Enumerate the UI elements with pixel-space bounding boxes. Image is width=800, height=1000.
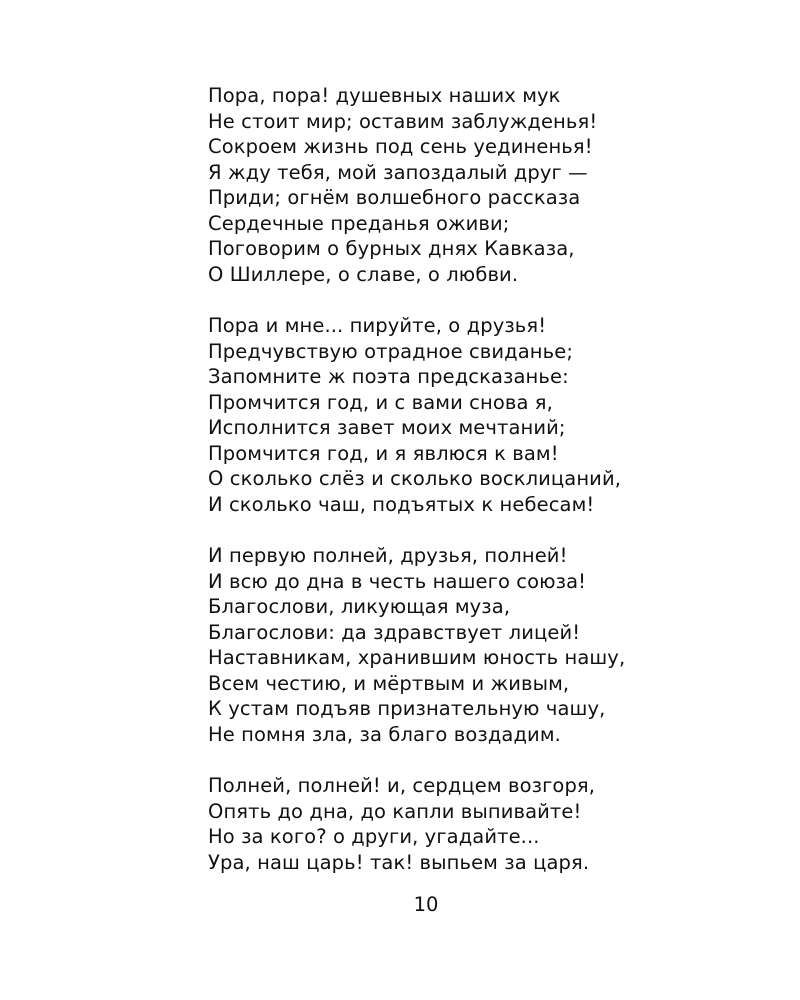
stanza-1 [208,83,768,287]
poem-line: Поговорим о бурных днях Кавказа, [208,237,575,260]
poem-line: И всю до дна в честь нашего союза! [208,569,587,593]
poem-line: Исполнится завет моих мечтаний; [208,416,566,439]
poem-line: И сколько чаш, подъятых к небесам! [208,492,595,516]
stanza-3 [208,543,768,747]
poem-line: Промчится год, и я явлюся к вам! [208,441,559,465]
page-number: 10 [413,893,439,916]
poem-line: Сердечные преданья оживи; [208,211,510,235]
poem-line: К устам подъяв признательную чашу, [208,697,606,720]
poem-line: Благослови: да здравствует лицей! [208,620,581,644]
stanza-4 [208,773,768,875]
poem-line: Ура, наш царь! так! выпьем за царя. [208,850,590,874]
poem-line: Предчувствую отрадное свиданье; [208,339,574,363]
poem-line: Приди; огнём волшебного рассказа [208,186,581,209]
poem-line: Всем честию, и мёртвым и живым, [208,671,570,695]
poem-line: Благослови, ликующая муза, [208,595,511,618]
poem-line: Сокроем жизнь под сень уединенья! [208,135,593,158]
poem-line: О сколько слёз и сколько восклицаний, [208,467,622,490]
poem-line: Промчится год, и с вами снова я, [208,390,553,414]
poem-line: Не стоит мир; оставим заблужденья! [208,109,598,133]
poem-line: Я жду тебя, мой запоздалый друг — [208,160,588,184]
poem-line: И первую полней, друзья, полней! [208,544,568,567]
poem-line: Пора и мне... пируйте, о друзья! [208,314,547,337]
poem-line: Запомните ж поэта предсказанье: [208,365,569,388]
stanza-2 [208,313,768,517]
poem-line: Не помня зла, за благо воздадим. [208,722,561,746]
poem-text [208,83,768,901]
poem-line: Опять до дна, до капли выпивайте! [208,799,582,823]
poem-line: Наставникам, хранившим юность нашу, [208,646,626,669]
poem-line: О Шиллере, о славе, о любви. [208,262,519,286]
poem-line: Полней, полней! и, сердцем возгоря, [208,774,596,797]
poem-line: Но за кого? о други, угадайте... [208,825,540,848]
poem-line: Пора, пора! душевных наших мук [208,84,561,107]
